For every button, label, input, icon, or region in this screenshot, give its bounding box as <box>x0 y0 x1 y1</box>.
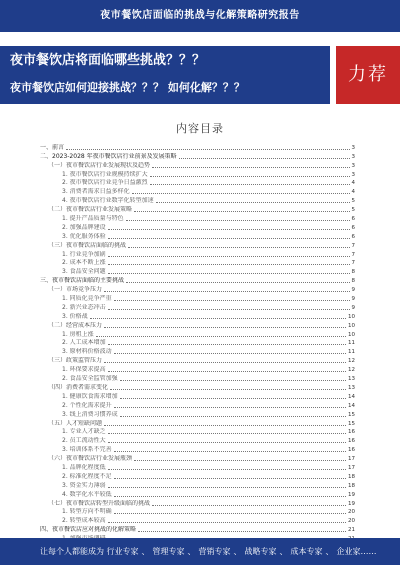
toc-entry-label: 四、夜市餐饮店应对挑战的化解策略 <box>40 526 137 534</box>
report-header-bar <box>0 0 400 32</box>
toc-leader-dots <box>126 282 349 283</box>
toc-entry[interactable] <box>40 374 355 383</box>
toc-entry[interactable] <box>40 143 355 152</box>
toc-entry[interactable] <box>40 285 355 294</box>
toc-entry-page: 12 <box>348 358 355 365</box>
footer-separator: 、 <box>233 547 242 556</box>
toc-entry[interactable] <box>40 339 355 348</box>
toc-entry-label: 3. 优化服务体验 <box>62 232 106 240</box>
toc-entry-page: 17 <box>348 456 355 463</box>
toc-entry-page: 13 <box>348 384 355 391</box>
footer-role: 行业专家 <box>106 547 139 556</box>
toc-entry[interactable] <box>40 152 355 161</box>
toc-leader-dots <box>134 460 346 461</box>
toc-entry-label: 3. 资金实力薄弱 <box>62 481 106 489</box>
toc-entry-label: 2. 食品安全监管加强 <box>62 375 118 383</box>
toc-entry-page: 3 <box>351 153 355 160</box>
toc-entry-label: 1. 专业人才缺乏 <box>62 428 106 436</box>
toc-entry[interactable] <box>40 232 355 241</box>
toc-entry-page: 10 <box>348 331 355 338</box>
toc-entry[interactable] <box>40 428 355 437</box>
toc-entry[interactable] <box>40 161 355 170</box>
toc-entry[interactable] <box>40 250 355 259</box>
toc-leader-dots <box>108 433 346 434</box>
toc-leader-dots <box>114 407 346 408</box>
toc-entry[interactable] <box>40 330 355 339</box>
toc-entry-label: 1. 同质化竞争严重 <box>62 295 112 303</box>
toc-leader-dots <box>134 211 349 212</box>
toc-entry-page: 16 <box>348 429 355 436</box>
toc-entry-label: 1. 行业竞争加剧 <box>62 250 106 258</box>
footer-lead: 让每个人都能成为 <box>40 547 104 556</box>
toc-entry-label: 1. 品牌化程度低 <box>62 463 106 471</box>
toc-entry-page: 5 <box>351 198 355 205</box>
toc-entry[interactable] <box>40 499 355 508</box>
toc-entry-label: 1. 转型方向不明确 <box>62 508 112 516</box>
toc-entry[interactable] <box>40 525 355 534</box>
toc-leader-dots <box>108 238 350 239</box>
table-of-contents <box>40 143 355 543</box>
toc-entry-label: （七）夜市餐饮店转型升级面临的挑战 <box>48 499 151 507</box>
toc-entry-page: 3 <box>351 162 355 169</box>
toc-entry-label: （一）夜市餐饮店行业发展现状及趋势 <box>48 161 151 169</box>
toc-entry-page: 6 <box>351 216 355 223</box>
toc-leader-dots <box>108 522 346 523</box>
toc-entry-page: 4 <box>351 189 355 196</box>
toc-entry-page: 14 <box>348 402 355 409</box>
toc-entry[interactable] <box>40 383 355 392</box>
toc-entry[interactable] <box>40 312 355 321</box>
toc-leader-dots <box>108 469 346 470</box>
toc-entry[interactable] <box>40 356 355 365</box>
toc-entry-page: 6 <box>351 224 355 231</box>
toc-leader-dots <box>150 176 350 177</box>
toc-entry[interactable] <box>40 472 355 481</box>
toc-entry-label: 3. 原材料价格波动 <box>62 348 112 356</box>
toc-leader-dots <box>108 371 346 372</box>
toc-entry-label: 2. 夜市餐饮店行业竞争日益激烈 <box>62 179 148 187</box>
toc-leader-dots <box>108 229 350 230</box>
toc-entry[interactable] <box>40 347 355 356</box>
toc-leader-dots <box>104 291 349 292</box>
toc-leader-dots <box>120 398 346 399</box>
toc-leader-dots <box>96 336 346 337</box>
toc-entry-page: 7 <box>351 251 355 258</box>
toc-entry[interactable] <box>40 454 355 463</box>
toc-entry-page: 6 <box>351 233 355 240</box>
footer-role: 管理专家 <box>152 547 185 556</box>
toc-entry-label: 1. 提升产品质量与特色 <box>62 215 124 223</box>
toc-entry[interactable] <box>40 419 355 428</box>
toc-entry-page: 21 <box>348 527 355 534</box>
toc-entry-page: 13 <box>348 376 355 383</box>
toc-entry-page: 15 <box>348 411 355 418</box>
toc-entry[interactable] <box>40 321 355 330</box>
toc-entry[interactable] <box>40 205 355 214</box>
toc-leader-dots <box>152 167 349 168</box>
toc-leader-dots <box>126 220 350 221</box>
footer-role: 成本专家 <box>290 547 323 556</box>
toc-entry-page: 3 <box>351 144 355 151</box>
toc-entry-label: （四）消费者需求变化 <box>48 383 109 391</box>
toc-entry-page: 8 <box>351 269 355 276</box>
toc-entry[interactable] <box>40 267 355 276</box>
footer-separator: 、 <box>141 547 150 556</box>
toc-entry-label: 二、2023-2028 年夜市餐饮店行业前景及发展策略 <box>40 152 177 160</box>
toc-entry-page: 17 <box>348 464 355 471</box>
toc-leader-dots <box>108 273 350 274</box>
toc-leader-dots <box>108 442 346 443</box>
toc-leader-dots <box>104 362 346 363</box>
toc-leader-dots <box>138 531 346 532</box>
toc-leader-dots <box>104 327 346 328</box>
toc-entry-label: 3. 培训体系不完善 <box>62 446 112 454</box>
toc-entry-label: 1. 夜市餐饮店行业规模持续扩大 <box>62 170 148 178</box>
toc-entry-page: 10 <box>348 322 355 329</box>
toc-entry-page: 5 <box>351 207 355 214</box>
footer-roles <box>107 547 377 556</box>
toc-entry-label: 1. 环保要求提高 <box>62 366 106 374</box>
toc-entry-label: （三）夜市餐饮店面临的挑战 <box>48 241 127 249</box>
brand-logo <box>336 46 400 104</box>
toc-entry-page: 8 <box>351 278 355 285</box>
toc-entry-label: 2. 成本不断上涨 <box>62 259 106 267</box>
toc-leader-dots <box>132 193 350 194</box>
toc-entry-page: 7 <box>351 260 355 267</box>
toc-entry-label: 2. 标准化程度不足 <box>62 472 112 480</box>
toc-entry-label: 4. 夜市餐饮店行业数字化转型加速 <box>62 197 154 205</box>
toc-entry-label: 2. 人工成本增加 <box>62 339 106 347</box>
toc-entry[interactable] <box>40 508 355 517</box>
toc-leader-dots <box>108 309 350 310</box>
toc-entry-page: 10 <box>348 313 355 320</box>
toc-entry[interactable] <box>40 259 355 268</box>
toc-entry-label: 三、夜市餐饮店面临的主要挑战 <box>40 277 125 285</box>
toc-leader-dots <box>108 264 350 265</box>
toc-entry-page: 9 <box>351 296 355 303</box>
toc-entry[interactable] <box>40 481 355 490</box>
toc-leader-dots <box>120 380 346 381</box>
footer-separator: 、 <box>279 547 288 556</box>
toc-leader-dots <box>128 247 349 248</box>
report-header-title: 夜市餐饮店面临的挑战与化解策略研究报告 <box>100 10 300 21</box>
toc-entry-page: 16 <box>348 438 355 445</box>
toc-leader-dots <box>108 487 346 488</box>
toc-entry-label: （二）夜市餐饮店行业发展策略 <box>48 206 133 214</box>
toc-leader-dots <box>66 149 349 150</box>
toc-entry[interactable] <box>40 187 355 196</box>
toc-entry-page: 7 <box>351 242 355 249</box>
toc-entry[interactable] <box>40 214 355 223</box>
footer-role: 战略专家 <box>244 547 277 556</box>
toc-entry-page: 18 <box>348 473 355 480</box>
toc-entry-page: 11 <box>348 349 355 356</box>
toc-leader-dots <box>114 300 350 301</box>
toc-entry-label: 3. 价格战 <box>62 312 88 320</box>
toc-entry-page: 12 <box>348 367 355 374</box>
toc-entry-label: 3. 食品安全问题 <box>62 268 106 276</box>
toc-entry[interactable] <box>40 241 355 250</box>
toc-entry-label: （五）人才短缺问题 <box>48 419 103 427</box>
toc-entry-label: 1. 健康饮食需求增加 <box>62 392 118 400</box>
toc-leader-dots <box>104 425 346 426</box>
toc-entry-page: 4 <box>351 180 355 187</box>
toc-entry-page: 20 <box>348 509 355 516</box>
toc-entry[interactable] <box>40 436 355 445</box>
toc-entry[interactable] <box>40 516 355 525</box>
toc-entry[interactable] <box>40 463 355 472</box>
toc-entry[interactable] <box>40 401 355 410</box>
toc-entry-label: 2. 加强品牌建设 <box>62 223 106 231</box>
toc-entry-page: 19 <box>348 491 355 498</box>
toc-entry[interactable] <box>40 170 355 179</box>
toc-entry[interactable] <box>40 445 355 454</box>
toc-leader-dots <box>150 184 350 185</box>
sub-question-title: 夜市餐饮店如何迎接挑战？？？ 如何化解？？？ <box>10 81 245 94</box>
toc-entry[interactable] <box>40 490 355 499</box>
toc-leader-dots <box>108 344 346 345</box>
main-question-title: 夜市餐饮店将面临哪些挑战？？？ <box>10 53 206 68</box>
toc-entry[interactable] <box>40 276 355 285</box>
toc-leader-dots <box>152 505 346 506</box>
footer-separator: 、 <box>187 547 196 556</box>
toc-entry-label: 1. 房租上涨 <box>62 330 94 338</box>
brand-logo-text: 力荐 <box>348 64 388 85</box>
toc-leader-dots <box>90 318 346 319</box>
toc-leader-dots <box>114 451 346 452</box>
toc-entry-label: 3. 线上消费习惯养成 <box>62 410 118 418</box>
toc-entry-page: 11 <box>348 340 355 347</box>
title-block <box>0 46 330 104</box>
toc-heading: 内容目录 <box>176 122 224 135</box>
toc-leader-dots <box>114 513 346 514</box>
footer-role: 企业家…… <box>336 547 377 556</box>
toc-entry[interactable] <box>40 303 355 312</box>
toc-leader-dots <box>179 158 350 159</box>
toc-entry-label: （六）夜市餐饮店行业发展瓶颈 <box>48 455 133 463</box>
toc-entry[interactable] <box>40 392 355 401</box>
toc-leader-dots <box>114 496 346 497</box>
toc-entry[interactable] <box>40 365 355 374</box>
toc-entry[interactable] <box>40 410 355 419</box>
toc-entry-page: 3 <box>351 171 355 178</box>
toc-entry-label: 2. 个性化需求提升 <box>62 401 112 409</box>
toc-entry-page: 19 <box>348 500 355 507</box>
toc-entry-page: 20 <box>348 518 355 525</box>
toc-entry-label: （二）经营成本压力 <box>48 321 103 329</box>
toc-entry-label: 一、前言 <box>40 143 65 151</box>
toc-entry-page: 9 <box>351 304 355 311</box>
footer-role: 营销专家 <box>198 547 231 556</box>
toc-leader-dots <box>156 202 350 203</box>
toc-leader-dots <box>120 416 346 417</box>
toc-entry-label: 4. 数字化水平较低 <box>62 490 112 498</box>
toc-leader-dots <box>110 389 346 390</box>
toc-leader-dots <box>108 256 350 257</box>
toc-leader-dots <box>114 478 346 479</box>
toc-entry-label: 2. 转型成本较高 <box>62 517 106 525</box>
toc-entry-page: 15 <box>348 420 355 427</box>
toc-leader-dots <box>114 353 346 354</box>
toc-entry-label: （一）市场竞争压力 <box>48 286 103 294</box>
toc-entry-label: 3. 消费者需求日益多样化 <box>62 188 130 196</box>
toc-entry-page: 18 <box>348 482 355 489</box>
toc-entry-page: 14 <box>348 393 355 400</box>
toc-entry[interactable] <box>40 179 355 188</box>
toc-entry[interactable] <box>40 196 355 205</box>
toc-entry-label: （三）政策监管压力 <box>48 357 103 365</box>
toc-entry[interactable] <box>40 223 355 232</box>
footer-separator: 、 <box>325 547 334 556</box>
footer-bar <box>0 538 400 565</box>
toc-entry-label: 2. 员工流动性大 <box>62 437 106 445</box>
toc-entry[interactable] <box>40 294 355 303</box>
toc-entry-page: 9 <box>351 287 355 294</box>
toc-entry-page: 16 <box>348 447 355 454</box>
toc-entry-label: 2. 新兴业态冲击 <box>62 303 106 311</box>
